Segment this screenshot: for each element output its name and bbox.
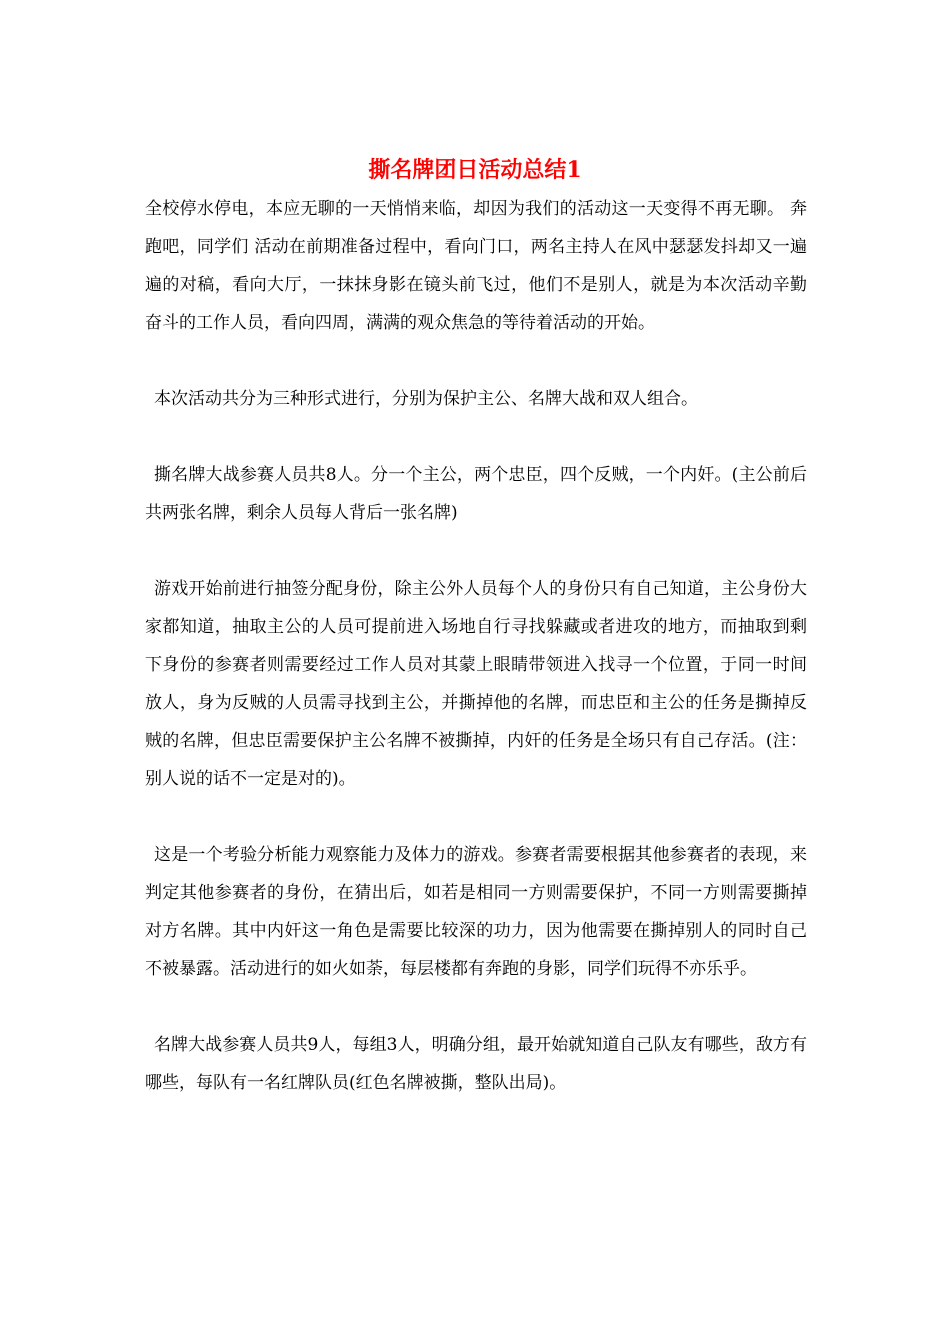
paragraph-gap: [145, 342, 807, 380]
paragraph-intro: 全校停水停电，本应无聊的一天悄悄来临，却因为我们的活动这一天变得不再无聊。 奔跑吧，同学们 活动在前期准备过程中，看向门口，两名主持人在风中瑟瑟发抖却又一遍遍的对稿，看向大厅，一抹抹身影在镜头前飞过，他们不是别人，就是为本次活动辛勤奋斗的工作人员，看向四周，满满的观众焦急的等待着活动的开始。: [145, 199, 807, 333]
document-title: 撕名牌团日活动总结1: [368, 157, 582, 183]
paragraph-participants: 撕名牌大战参赛人员共8人。分一个主公，两个忠臣，四个反贼，一个内奸。(主公前后共两张名牌，剩余人员每人背后一张名牌): [145, 465, 807, 523]
paragraph-formats: 本次活动共分为三种形式进行，分别为保护主公、名牌大战和双人组合。: [154, 389, 698, 409]
document-body: [145, 190, 807, 1102]
paragraph-gap: [145, 798, 807, 836]
paragraph-gap: [145, 532, 807, 570]
paragraph-analysis: 这是一个考验分析能力观察能力及体力的游戏。参赛者需要根据其他参赛者的表现，来判定其他参赛者的身份，在猜出后，如若是相同一方则需要保护，不同一方则需要撕掉对方名牌。其中内奸这一角色是需要比较深的功力，因为他需要在撕掉别人的同时自己不被暴露。活动进行的如火如荼，每层楼都有奔跑的身影，同学们玩得不亦乐乎。: [145, 845, 807, 979]
paragraph-rules: 游戏开始前进行抽签分配身份，除主公外人员每个人的身份只有自己知道，主公身份大家都知道，抽取主公的人员可提前进入场地自行寻找躲藏或者进攻的地方，而抽取到剩下身份的参赛者则需要经过工作人员对其蒙上眼睛带领进入找寻一个位置，于同一时间放人，身为反贼的人员需寻找到主公，并撕掉他的名牌，而忠臣和主公的任务是撕掉反贼的名牌，但忠臣需要保护主公名牌不被撕掉，内奸的任务是全场只有自己存活。(注：别人说的话不一定是对的)。: [145, 579, 807, 789]
paragraph-gap: [145, 418, 807, 456]
paragraph-team-battle: 名牌大战参赛人员共9人，每组3人，明确分组，最开始就知道自己队友有哪些，敌方有哪些，每队有一名红牌队员(红色名牌被撕，整队出局)。: [145, 1035, 807, 1093]
paragraph-gap: [145, 988, 807, 1026]
